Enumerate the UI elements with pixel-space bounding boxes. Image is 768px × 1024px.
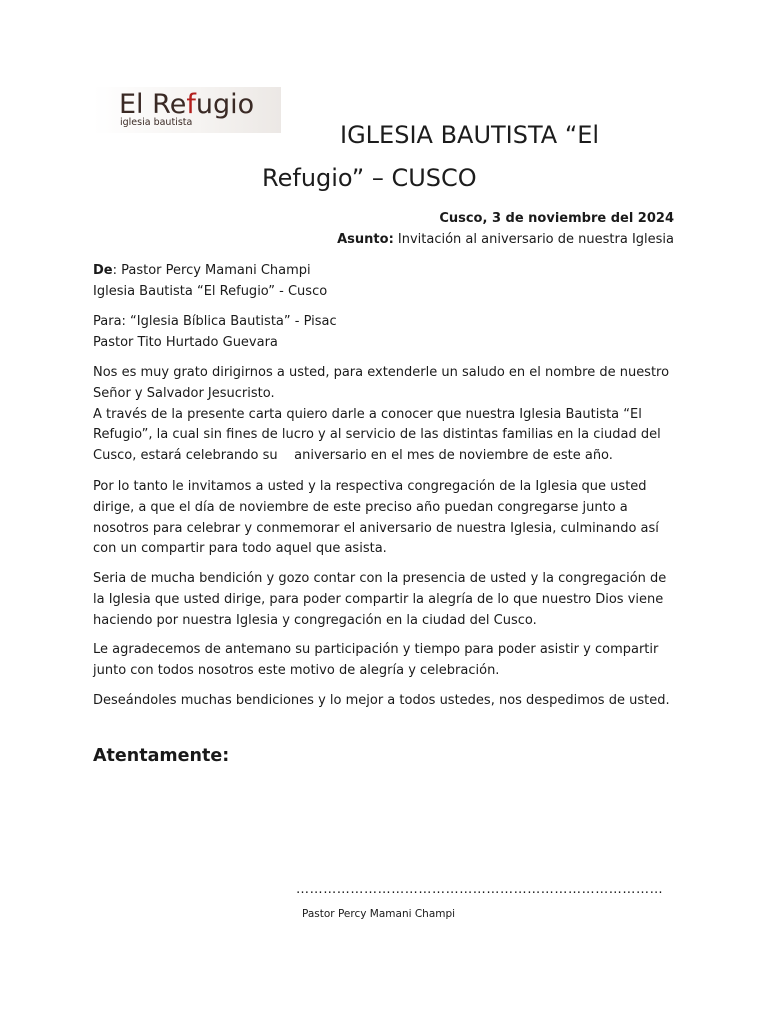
closing-salutation: Atentamente:	[93, 746, 230, 766]
letter-title: IGLESIA BAUTISTA “El Refugio” – CUSCO	[262, 121, 600, 192]
farewell-text: Deseándoles muchas bendiciones y lo mejor a todos ustedes, nos despedimos de usted.	[93, 693, 670, 708]
recipient-line-1: Para: “Iglesia Bíblica Bautista” - Pisac	[93, 314, 337, 329]
signature-line: ………………………………………………………………………	[296, 882, 664, 897]
logo-wordmark: El Refugio	[119, 89, 255, 120]
greeting-paragraph	[93, 363, 678, 467]
sender-line	[93, 261, 678, 282]
letter-subject	[337, 231, 674, 249]
invitation-paragraph	[93, 477, 678, 560]
sender-label: De	[93, 263, 113, 278]
signer-name: Pastor Percy Mamani Champi	[302, 908, 456, 920]
church-logo	[93, 87, 281, 133]
logo-subtitle: iglesia bautista	[120, 117, 193, 128]
letter-date: Cusco, 3 de noviembre del 2024	[439, 211, 674, 226]
logo-cross-letter: f	[186, 89, 196, 120]
sender-name: : Pastor Percy Mamani Champi	[112, 263, 311, 278]
blessing-paragraph	[93, 569, 678, 631]
intro-text: A través de la presente carta quiero darle a conocer que nuestra Iglesia Bautista “El Refugio”, la cual sin fines de lucro y al servicio de las distintas familias en la ciudad del Cusco, estará celebrando su aniversario en el mes de noviembre de este año.	[93, 406, 661, 464]
invitation-text: Por lo tanto le invitamos a usted y la respectiva congregación de la Iglesia que usted dirige, a que el día de noviembre de este preciso año puedan congregarse junto a nosotros para celebrar y conmemorar el aniversario de nuestra Iglesia, culminando así con un compartir para todo aquel que asista.	[93, 479, 659, 557]
blessing-text: Seria de mucha bendición y gozo contar con la presencia de usted y la congregación de la Iglesia que usted dirige, para poder compartir la alegría de lo que nuestro Dios viene haciendo por nuestra Iglesia y congregación en la ciudad del Cusco.	[93, 571, 667, 628]
greeting-text: Nos es muy grato dirigirnos a usted, para extenderle un saludo en el nombre de nuestro Señor y Salvador Jesucristo.	[93, 365, 670, 401]
recipient-block	[93, 312, 678, 354]
subject-label: Asunto:	[337, 232, 394, 247]
recipient-line-2: Pastor Tito Hurtado Guevara	[93, 334, 278, 350]
subject-text: Invitación al aniversario de nuestra Iglesia	[393, 232, 674, 247]
thanks-paragraph	[93, 640, 678, 682]
farewell-paragraph	[93, 691, 678, 712]
sender-church: Iglesia Bautista “El Refugio” - Cusco	[93, 283, 328, 299]
sender-block	[93, 261, 678, 303]
thanks-text: Le agradecemos de antemano su participación y tiempo para poder asistir y compartir junto con todos nosotros este motivo de alegría y celebración.	[93, 642, 659, 678]
